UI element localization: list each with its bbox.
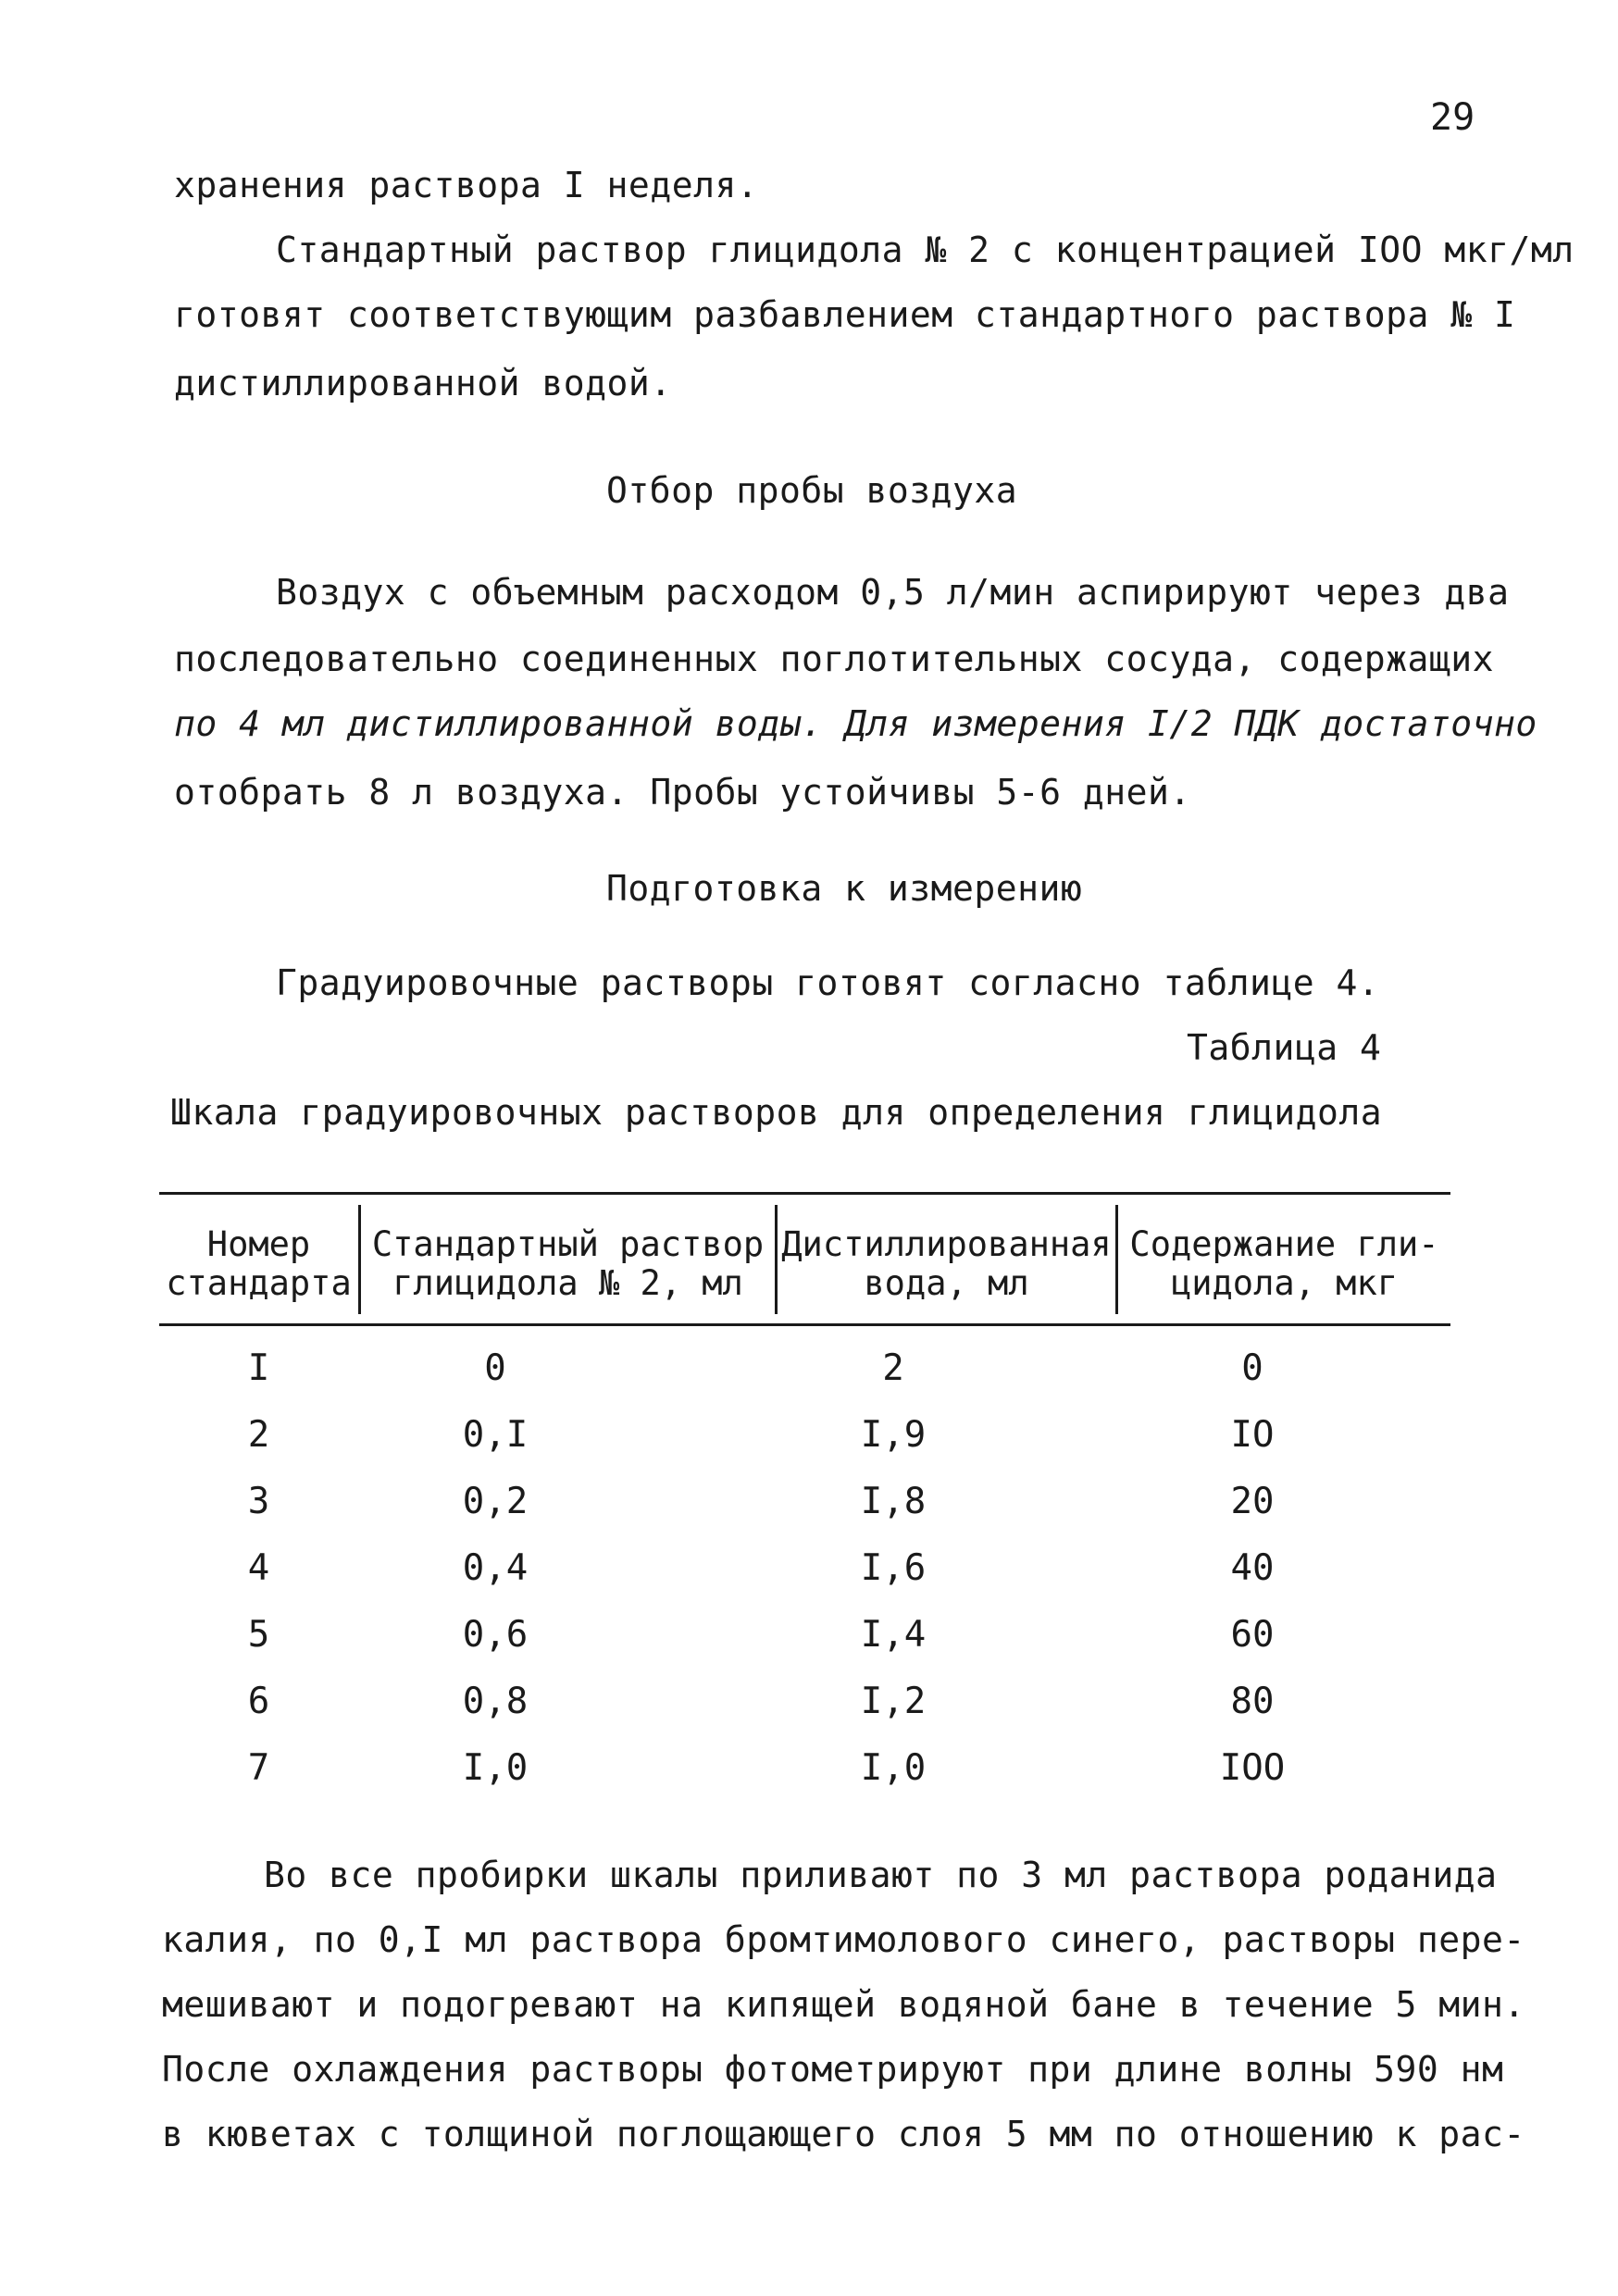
text-line: мешивают и подогревают на кипящей водяной бане в течение 5 мин. [162, 1984, 1525, 2025]
column-header-standard-number [159, 1225, 358, 1303]
cell-glycidol-content: 20 [1230, 1481, 1275, 1522]
cell-distilled-water: I,9 [860, 1414, 927, 1456]
text-line: дистиллированной водой. [174, 363, 672, 403]
text-line: Стандартный раствор глицидола № 2 с концентрацией IOO мкг/мл [276, 230, 1574, 270]
cell-standard-solution: 0,4 [462, 1547, 529, 1589]
table-row [159, 1414, 1450, 1481]
table-caption: Шкала градуировочных растворов для определения глицидола [170, 1092, 1383, 1133]
header-line: глицидола № 2, мл [392, 1263, 743, 1303]
text-line: отобрать 8 л воздуха. Пробы устойчивы 5-6 дней. [174, 772, 1191, 813]
cell-standard-solution: 0,8 [462, 1681, 529, 1722]
page-number: 29 [1430, 96, 1475, 139]
cell-glycidol-content: IOO [1219, 1747, 1286, 1789]
cell-standard-number: I [247, 1347, 270, 1389]
cell-standard-number: 5 [247, 1614, 270, 1656]
header-line: Содержание гли- [1129, 1224, 1439, 1264]
table-row [159, 1347, 1450, 1414]
text-line: в кюветах с толщиной поглощающего слоя 5 мм по отношению к рас- [162, 2114, 1525, 2154]
cell-standard-solution: 0,I [462, 1414, 529, 1456]
header-line: Стандартный раствор [371, 1224, 765, 1264]
cell-standard-solution: 0,2 [462, 1481, 529, 1522]
section-heading-air-sampling: Отбор пробы воздуха [606, 470, 1018, 511]
cell-standard-number: 6 [247, 1681, 270, 1722]
cell-glycidol-content: 80 [1230, 1681, 1275, 1722]
cell-standard-solution: 0,6 [462, 1614, 529, 1656]
column-header-glycidol-content [1118, 1225, 1450, 1303]
text-line: Воздух с объемным расходом 0,5 л/мин аспирируют через два [276, 572, 1510, 613]
section-heading-preparation: Подготовка к измерению [606, 868, 1083, 909]
table-header-rule [159, 1323, 1450, 1326]
column-header-distilled-water [778, 1225, 1115, 1303]
text-line: хранения раствора I неделя. [174, 165, 759, 205]
cell-standard-number: 4 [247, 1547, 270, 1589]
text-line: по 4 мл дистиллированной воды. Для измерения I/2 ПДК достаточно [174, 703, 1537, 744]
table-row [159, 1681, 1450, 1747]
cell-glycidol-content: 40 [1230, 1547, 1275, 1589]
cell-distilled-water: 2 [882, 1347, 904, 1389]
header-line: цидола, мкг [1170, 1263, 1399, 1303]
cell-glycidol-content: IO [1230, 1414, 1275, 1456]
text-line: калия, по 0,I мл раствора бромтимолового синего, растворы пере- [162, 1919, 1525, 1960]
cell-standard-solution: 0 [484, 1347, 506, 1389]
header-line: Номер [206, 1224, 311, 1264]
cell-glycidol-content: 0 [1241, 1347, 1263, 1389]
cell-distilled-water: I,8 [860, 1481, 927, 1522]
column-header-standard-solution [361, 1225, 775, 1303]
cell-standard-number: 2 [247, 1414, 270, 1456]
cell-distilled-water: I,2 [860, 1681, 927, 1722]
cell-standard-number: 7 [247, 1747, 270, 1789]
header-line: вода, мл [864, 1263, 1029, 1303]
table-row [159, 1614, 1450, 1681]
text-line: последовательно соединенных поглотительных сосуда, содержащих [174, 639, 1495, 679]
text-line: готовят соответствующим разбавлением стандартного раствора № I [174, 294, 1516, 335]
header-line: Дистиллированная [781, 1224, 1112, 1264]
table-row [159, 1547, 1450, 1614]
cell-distilled-water: I,6 [860, 1547, 927, 1589]
cell-distilled-water: I,4 [860, 1614, 927, 1656]
cell-glycidol-content: 60 [1230, 1614, 1275, 1656]
text-line: После охлаждения растворы фотометрируют при длине волны 590 нм [162, 2049, 1504, 2090]
text-line: Во все пробирки шкалы приливают по 3 мл раствора роданида [264, 1855, 1498, 1895]
text-line: Градуировочные растворы готовят согласно таблице 4. [276, 962, 1380, 1003]
cell-standard-solution: I,0 [462, 1747, 529, 1789]
cell-distilled-water: I,0 [860, 1747, 927, 1789]
table-row [159, 1481, 1450, 1547]
table-row [159, 1747, 1450, 1814]
cell-standard-number: 3 [247, 1481, 270, 1522]
table-top-rule [159, 1192, 1450, 1195]
table-label: Таблица 4 [1187, 1027, 1382, 1068]
header-line: стандарта [166, 1263, 352, 1303]
